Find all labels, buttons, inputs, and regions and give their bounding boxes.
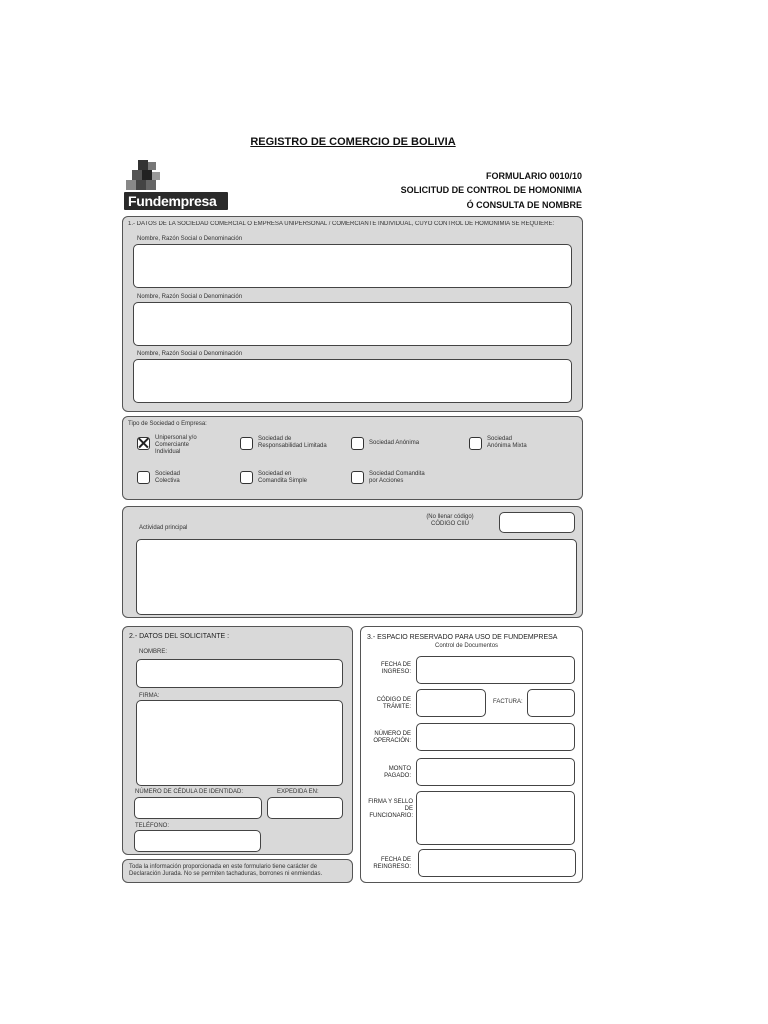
signature-stamp-field[interactable] [416, 791, 575, 845]
form-title-line2: Ó CONSULTA DE NOMBRE [466, 200, 582, 210]
applicant-name-label: NOMBRE: [139, 649, 168, 655]
procedure-code-field[interactable] [416, 689, 486, 717]
label-unipersonal: Unipersonal y/o Comerciante Individual [155, 435, 197, 455]
checkbox-comandita-acciones[interactable] [351, 471, 364, 484]
label-comandita-acciones: Sociedad Comandita por Acciones [369, 471, 425, 484]
company-name-field-3[interactable] [133, 359, 572, 403]
name-label-2: Nombre, Razón Social o Denominación [137, 294, 243, 300]
section-1-panel [122, 216, 583, 412]
form-number: FORMULARIO 0010/10 [485, 171, 582, 181]
label-sociedad-colectiva: Sociedad Colectiva [155, 471, 181, 484]
company-name-field-1[interactable] [133, 244, 572, 288]
signature-field[interactable] [136, 700, 343, 786]
phone-field[interactable] [134, 830, 261, 852]
label-sociedad-anonima-mixta: Sociedad Anónima Mixta [487, 436, 527, 449]
checkbox-sociedad-anonima[interactable] [351, 437, 364, 450]
registry-title: REGISTRO DE COMERCIO DE BOLIVIA [250, 136, 456, 148]
checkbox-comandita-simple[interactable] [240, 471, 253, 484]
main-activity-label: Actividad principal [139, 525, 188, 531]
disclaimer-text: Toda la información proporcionada en este formulario tiene carácter de Declaración Jurada. No se permiten tachaduras, borrones ni enmiendas. [129, 864, 323, 877]
entry-date-label: FECHA DE INGRESO: [380, 662, 411, 675]
signature-label: FIRMA: [139, 693, 160, 699]
ciiu-code-field[interactable] [499, 512, 575, 533]
issued-in-label: EXPEDIDA EN: [277, 789, 319, 795]
section-3-panel [360, 626, 583, 883]
logo-text: Fundempresa [128, 193, 217, 209]
ciiu-code-note: (No llenar código) CÓDIGO CIIU [426, 514, 474, 527]
procedure-code-label: CÓDIGO DE TRÁMITE: [376, 697, 411, 710]
section-2-panel [122, 626, 353, 855]
amount-paid-field[interactable] [416, 758, 575, 786]
applicant-name-field[interactable] [136, 659, 343, 688]
reentry-date-field[interactable] [418, 849, 576, 877]
section-1-heading: 1.- DATOS DE LA SOCIEDAD COMERCIAL O EMPRESA UNIPERSONAL / COMERCIANTE INDIVIDUAL, CUYO CONTROL DE HOMONIMIA SE REQUIERE: [128, 221, 555, 227]
entry-date-field[interactable] [416, 656, 575, 684]
checkbox-sociedad-colectiva[interactable] [137, 471, 150, 484]
name-label-3: Nombre, Razón Social o Denominación [137, 351, 243, 357]
reentry-date-label: FECHA DE REINGRESO: [373, 857, 411, 870]
invoice-label: FACTURA: [493, 699, 523, 705]
company-type-panel [122, 416, 583, 500]
form-title-line1: SOLICITUD DE CONTROL DE HOMONIMIA [400, 185, 582, 195]
signature-stamp-label: FIRMA Y SELLO DE FUNCIONARIO: [368, 799, 413, 819]
id-number-label: NÚMERO DE CÉDULA DE IDENTIDAD: [135, 789, 244, 795]
section-3-subheading: Control de Documentos [435, 643, 499, 649]
checkbox-sociedad-anonima-mixta[interactable] [469, 437, 482, 450]
phone-label: TELÉFONO: [135, 823, 170, 829]
fundempresa-logo [124, 160, 228, 212]
operation-number-label: NÚMERO DE OPERACIÓN: [373, 731, 411, 744]
label-sociedad-anonima: Sociedad Anónima [369, 440, 420, 446]
company-name-field-2[interactable] [133, 302, 572, 346]
label-comandita-simple: Sociedad en Comandita Simple [258, 471, 308, 484]
company-type-heading: Tipo de Sociedad o Empresa: [128, 421, 207, 427]
checkbox-unipersonal[interactable] [137, 437, 150, 450]
operation-number-field[interactable] [416, 723, 575, 751]
amount-paid-label: MONTO PAGADO: [384, 766, 411, 779]
invoice-field[interactable] [527, 689, 575, 717]
section-3-heading: 3.- ESPACIO RESERVADO PARA USO DE FUNDEMPRESA [367, 634, 558, 641]
id-number-field[interactable] [134, 797, 262, 819]
name-label-1: Nombre, Razón Social o Denominación [137, 236, 243, 242]
label-srl: Sociedad de Responsabilidad Limitada [258, 436, 327, 449]
main-activity-field[interactable] [136, 539, 577, 615]
section-2-heading: 2.- DATOS DEL SOLICITANTE : [129, 633, 230, 640]
issued-in-field[interactable] [267, 797, 343, 819]
checkbox-srl[interactable] [240, 437, 253, 450]
activity-panel [122, 506, 583, 618]
disclaimer-panel [122, 859, 353, 883]
